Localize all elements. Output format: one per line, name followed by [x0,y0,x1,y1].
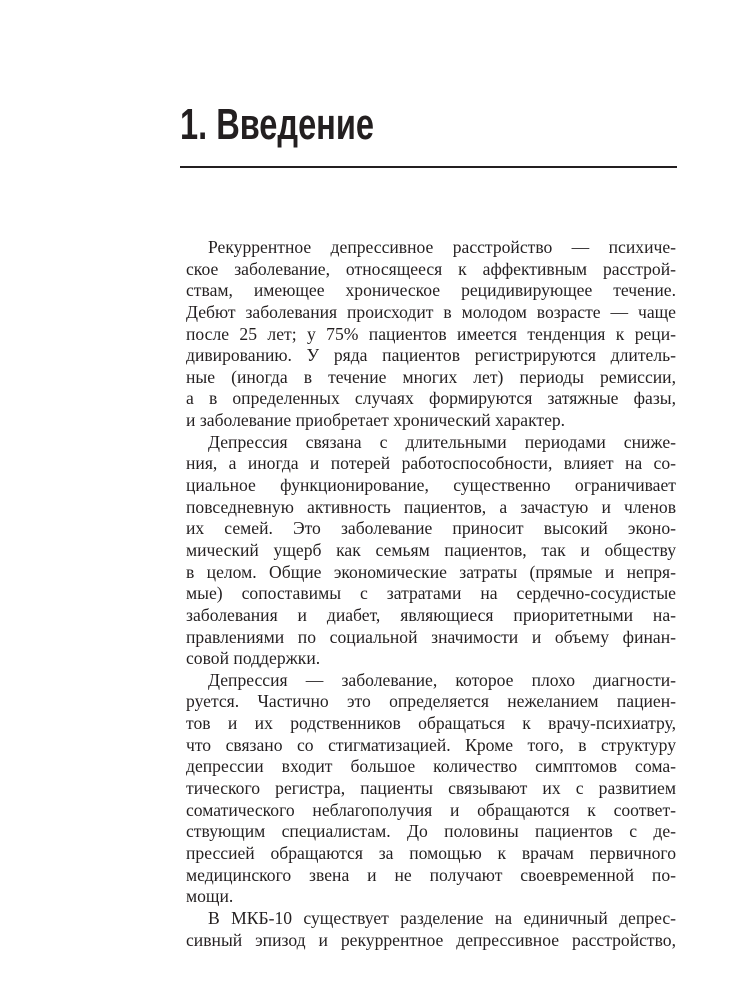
text-line: мический ущерб как семьям пациентов, так и обществу [186,539,676,560]
text-line: Депрессия — заболевание, которое плохо диагности- [208,669,676,690]
text-line: ствам, имеющее хроническое рецидивирующее течение. [186,280,676,301]
text-line: Дебют заболевания происходит в молодом возрасте — чаще [186,301,676,322]
text-line: ское заболевание, относящееся к аффективным расстрой- [186,258,676,279]
text-line: мощи. [186,886,234,907]
text-line: повседневную активность пациентов, а зачастую и членов [186,496,676,517]
title-rule [180,166,677,168]
paragraph [186,670,676,908]
text-line: соматического неблагополучия и обращаются к соответ- [186,799,676,820]
chapter-title: 1. Введение [180,100,374,149]
text-line: прессией обращаются за помощью к врачам первичного [186,842,676,863]
text-line: Рекуррентное депрессивное расстройство — психиче- [208,237,676,257]
text-line: ные (иногда в течение многих лет) периоды ремиссии, [186,366,676,387]
paragraph [186,432,676,670]
text-line: Депрессия связана с длительными периодами сниже- [208,431,676,452]
text-line: правлениями по социальной значимости и объему финан- [186,626,676,647]
text-line: сивный эпизод и рекуррентное депрессивное расстройство, [186,929,676,950]
text-line: тов и их родственников обращаться к врачу-психиатру, [186,713,676,734]
text-line: и заболевание приобретает хронический характер. [186,410,566,431]
text-line: депрессии входит большое количество симптомов сома- [186,756,676,777]
text-line: в целом. Общие экономические затраты (прямые и непря- [186,561,676,582]
text-line: руется. Частично это определяется нежеланием пациен- [186,691,676,712]
text-line: заболевания и диабет, являющиеся приоритетными на- [186,604,676,625]
text-line: мые) сопоставимы с затратами на сердечно-сосудистые [186,583,676,604]
text-line: совой поддержки. [186,648,321,669]
text-line: В МКБ-10 существует разделение на единичный депрес- [208,907,676,928]
text-line: а в определенных случаях формируются затяжные фазы, [186,388,676,409]
text-line: тического регистра, пациенты связывают их с развитием [186,778,676,799]
text-line: дивированию. У ряда пациентов регистрируются длитель- [186,345,676,366]
paragraph [186,237,676,432]
text-line: ния, а иногда и потерей работоспособности, влияет на со- [186,453,676,474]
body-text [186,237,676,951]
text-line: после 25 лет; у 75% пациентов имеется тенденция к реци- [186,323,676,344]
text-line: циальное функционирование, существенно ограничивает [186,475,676,496]
text-line: ствующим специалистам. До половины пациентов с де- [186,821,676,842]
text-line: их семей. Это заболевание приносит высокий эконо- [186,518,676,539]
paragraph [186,908,676,951]
text-line: медицинского звена и не получают своевременной по- [186,864,676,885]
text-line: что связано со стигматизацией. Кроме того, в структуру [186,734,676,755]
